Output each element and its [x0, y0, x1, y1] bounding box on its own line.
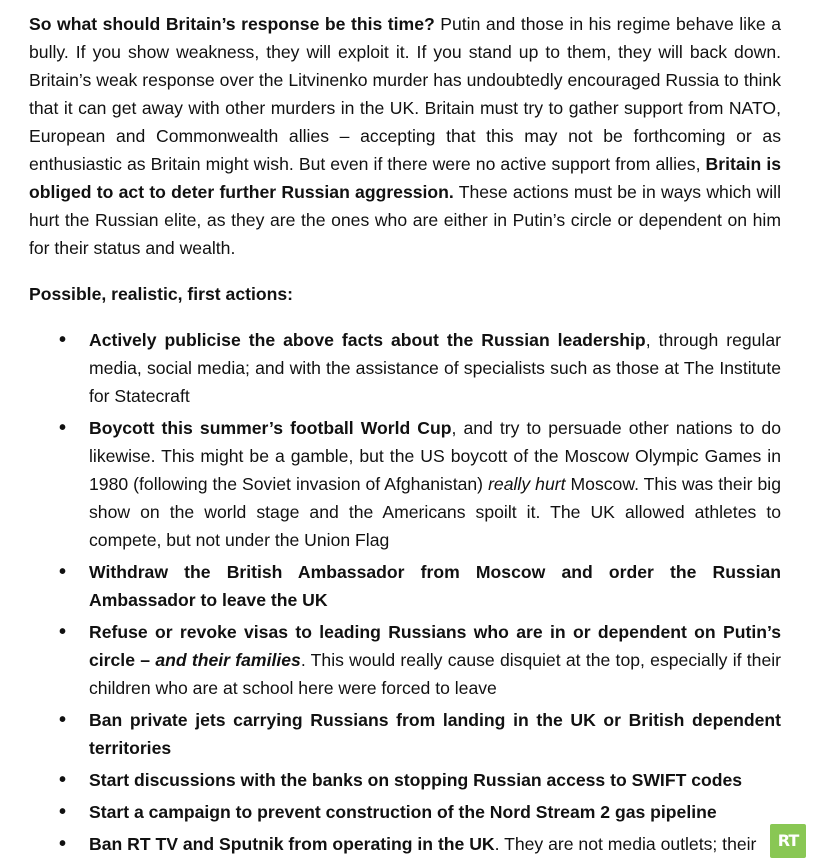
- intro-paragraph: [29, 10, 781, 262]
- intro-text-1: Putin and those in his regime behave like a bully. If you show weakness, they will exploit it. If you stand up to them, they will back down. Britain’s weak response over the Litvinenko murder has undoubtedly encouraged Russia to think that it can get away with other murders in the UK. Britain must try to gather support from NATO, European and Commonwealth allies – accepting that this may not be forthcoming or as enthusiastic as Britain might wish. But even if there were no active support from allies,: [29, 14, 781, 174]
- actions-list: [29, 326, 781, 858]
- rt-logo-watermark: RT: [770, 824, 806, 858]
- list-item: • Refuse or revoke visas to leading Russians who are in or dependent on Putin’s circle – and their families. This would really cause disquiet at the top, especially if their children who are at school here were forced to leave: [29, 618, 781, 702]
- intro-bold-mid: Britain is obliged to act to deter further Russian aggression.: [29, 154, 781, 202]
- list-item: • Start a campaign to prevent construction of the Nord Stream 2 gas pipeline: [29, 798, 781, 826]
- list-item: • Ban RT TV and Sputnik from operating in the UK. They are not media outlets; their: [29, 830, 781, 858]
- intro-text-2: These actions must be in ways which will hurt the Russian elite, as they are the ones who are either in Putin’s circle or dependent on him for their status and wealth.: [29, 182, 781, 258]
- document-page: [29, 10, 781, 862]
- list-item: • Ban private jets carrying Russians from landing in the UK or British dependent territories: [29, 706, 781, 762]
- section-heading: Possible, realistic, first actions:: [29, 284, 294, 304]
- list-item: • Actively publicise the above facts about the Russian leadership, through regular media, social media; and with the assistance of specialists such as those at The Institute for Statecraft: [29, 326, 781, 410]
- intro-bold-lead: So what should Britain’s response be this time?: [29, 14, 435, 34]
- list-item: • Withdraw the British Ambassador from Moscow and order the Russian Ambassador to leave the UK: [29, 558, 781, 614]
- list-item: • Boycott this summer’s football World Cup, and try to persuade other nations to do likewise. This might be a gamble, but the US boycott of the Moscow Olympic Games in 1980 (following the Soviet invasion of Afghanistan) really hurt Moscow. This was their big show on the world stage and the Americans spoilt it. The UK allowed athletes to compete, but not under the Union Flag: [29, 414, 781, 554]
- list-item: • Start discussions with the banks on stopping Russian access to SWIFT codes: [29, 766, 781, 794]
